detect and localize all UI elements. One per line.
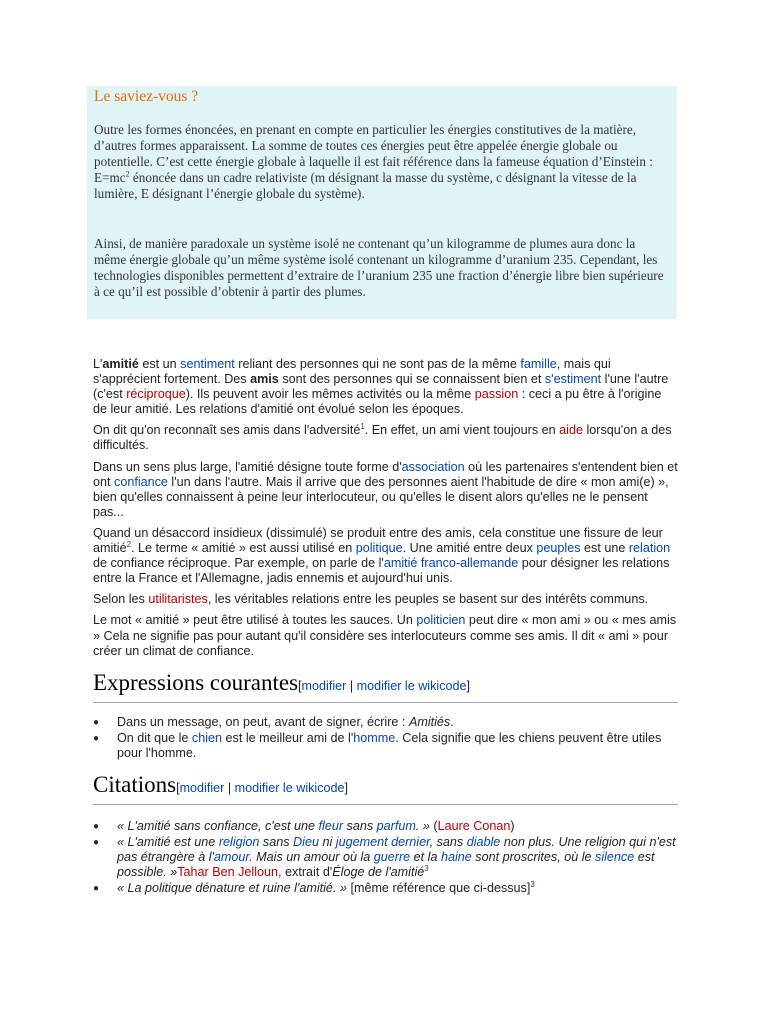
ref-link[interactable]: 1 — [360, 422, 365, 432]
edit-section: [modifier | modifier le wikicode] — [176, 780, 349, 795]
paragraph: Quand un désaccord insidieux (dissimulé) se produit entre des amis, cela constitue une fissure de leur amitié$^2$. Le terme « amitié » est aussi utilisé en politique. Une amitié entre deux peuples est une relation de confiance réciproque. Par exemple, on parle de l'amitié franco-allemande pour désigner les relations entre la France et l'Allemagne, jadis ennemis et aujourd'hui unis. — [93, 525, 671, 586]
link-homme[interactable]: homme — [353, 730, 396, 745]
link-utilitaristes[interactable]: utilitaristes — [148, 592, 208, 607]
list-item: ● « La politique dénature et ruine l'amitié. » [même référence que ci-dessus]$^3$ — [93, 880, 535, 896]
expressions-list — [93, 715, 678, 761]
bullet-icon: ● — [93, 716, 100, 728]
article-body — [93, 357, 678, 906]
bullet-icon: ● — [93, 820, 100, 832]
list-item: ● Dans un message, on peut, avant de signer, écrire : Amitiés. — [93, 714, 454, 729]
link-politique[interactable]: politique — [355, 541, 403, 556]
link-reciproque[interactable]: réciproque — [126, 387, 186, 402]
modifier-wikicode-link[interactable]: modifier le wikicode — [356, 678, 467, 693]
did-you-know-title: Le saviez-vous ? — [94, 88, 199, 105]
link-tahar-ben-jelloun[interactable]: Tahar Ben Jelloun — [177, 865, 279, 880]
ref-link[interactable]: 3 — [424, 864, 429, 874]
section-heading-citations: Citations[modifier | modifier le wikicode] — [93, 771, 678, 805]
link-guerre[interactable]: guerre — [373, 850, 411, 865]
did-you-know-paragraph: Outre les formes énoncées, en prenant en compte en particulier les énergies constitutives de la matière, d’autres formes apparaissent. La somme de toutes ces énergies peut être appelée énergie globale ou potentielle. C’est cette énergie globale à laquelle il est fait référence dans la fameuse équation d’Einstein : $E=mc^2$ énoncée dans un cadre relativiste (m désignant la masse du système, c désignant la vitesse de la lumière, E désignant l’énergie globale du système). — [94, 122, 653, 202]
link-famille[interactable]: famille — [520, 357, 557, 371]
link-parfum[interactable]: parfum — [376, 818, 416, 833]
link-laure-conan[interactable]: Laure Conan — [437, 818, 511, 833]
paragraph: On dit qu'on reconnaît ses amis dans l'adversité$^1$. En effet, un ami vient toujours en aide lorsqu'on a des difficultés. — [93, 422, 672, 453]
link-chien[interactable]: chien — [191, 730, 223, 745]
link-relation[interactable]: relation — [628, 541, 671, 556]
paragraph: L'amitié est un sentiment reliant des personnes qui ne sont pas de la même famille, mais qui s'apprécient fortement. Des amis sont des personnes qui se connaissent bien et s'estiment l'une l'autre (c'est réciproque). Ils peuvent avoir les mêmes activités ou la même passion : ceci a pu être à l'origine de leur amitié. Les relations d'amitié ont évolué selon les époques. — [93, 357, 669, 417]
bullet-icon: ● — [93, 837, 100, 849]
link-sentiment[interactable]: sentiment — [180, 357, 235, 371]
link-jugement-dernier[interactable]: jugement dernier — [335, 835, 430, 850]
link-aide[interactable]: aide — [559, 423, 583, 438]
link-diable[interactable]: diable — [466, 835, 501, 850]
link-amitie-franco-allemande[interactable]: amitié franco-allemande — [383, 556, 519, 571]
citations-list — [93, 819, 678, 896]
modifier-link[interactable]: modifier — [301, 678, 347, 693]
ref-link[interactable]: 3 — [530, 880, 535, 890]
link-association[interactable]: association — [401, 459, 465, 474]
link-fleur[interactable]: fleur — [318, 818, 344, 833]
paragraph: Dans un sens plus large, l'amitié désigne toute forme d'association où les partenaires s'entendent bien et ont confiance l'un dans l'autre. Mais il arrive que des personnes aient l'habitude de dire « mon ami(e) », bien qu'elles connaissent à peine leur interlocuteur, ou qu'elles le disent alors qu'elles ne le pensent pas... — [93, 459, 678, 519]
list-item: ● On dit que le chien est le meilleur ami de l'homme. Cela signifie que les chiens peuvent être utiles pour l'homme. — [93, 730, 662, 760]
list-item: ● « L'amitié est une religion sans Dieu ni jugement dernier, sans diable non plus. Une religion qui n'est pas étrangère à l'amour. Mais un amour où la guerre et la haine sont proscrites, où le silence est possible. »Tahar Ben Jelloun, extrait d'Éloge de l'amitié$^3$ — [93, 835, 676, 880]
modifier-link[interactable]: modifier — [179, 780, 225, 795]
list-item: ● « L'amitié sans confiance, c'est une fleur sans parfum. » (Laure Conan) — [93, 818, 515, 833]
link-politicien[interactable]: politicien — [416, 613, 466, 628]
paragraph: Selon les utilitaristes, les véritables relations entre les peuples se basent sur des intérêts communs. — [93, 592, 649, 607]
edit-section: [modifier | modifier le wikicode] — [298, 678, 471, 693]
paragraph: Le mot « amitié » peut être utilisé à toutes les sauces. Un politicien peut dire « mon ami » ou « mes amis » Cela ne signifie pas pour autant qu'il considère ses interlocuteurs comme ses amis. Il dit « ami » pour créer un climat de confiance. — [93, 613, 677, 658]
link-passion[interactable]: passion — [474, 387, 519, 402]
link-silence[interactable]: silence — [595, 850, 635, 865]
link-peuples[interactable]: peuples — [536, 541, 581, 556]
did-you-know-paragraph: Ainsi, de manière paradoxale un système isolé ne contenant qu’un kilogramme de plumes aura donc la même énergie globale qu’un même système isolé contenant un kilogramme d’uranium 235. Cependant, les technologies disponibles permettent d’extraire de l’uranium 235 une fraction d’énergie libre bien supérieure à ce qu’il est possible d’obtenir à partir des plumes. — [94, 236, 664, 300]
link-religion[interactable]: religion — [218, 835, 260, 850]
did-you-know-box — [87, 86, 677, 319]
link-confiance[interactable]: confiance — [114, 474, 168, 489]
link-haine[interactable]: haine — [440, 850, 472, 865]
ref-link[interactable]: 2 — [126, 539, 132, 549]
link-estiment[interactable]: s'estiment — [544, 372, 602, 387]
bullet-icon: ● — [93, 883, 100, 895]
section-heading-expressions: Expressions courantes[modifier | modifier le wikicode] — [93, 669, 678, 703]
link-dieu[interactable]: Dieu — [293, 835, 319, 850]
link-amour[interactable]: amour — [213, 850, 250, 865]
bullet-icon: ● — [93, 732, 100, 744]
modifier-wikicode-link[interactable]: modifier le wikicode — [234, 780, 345, 795]
